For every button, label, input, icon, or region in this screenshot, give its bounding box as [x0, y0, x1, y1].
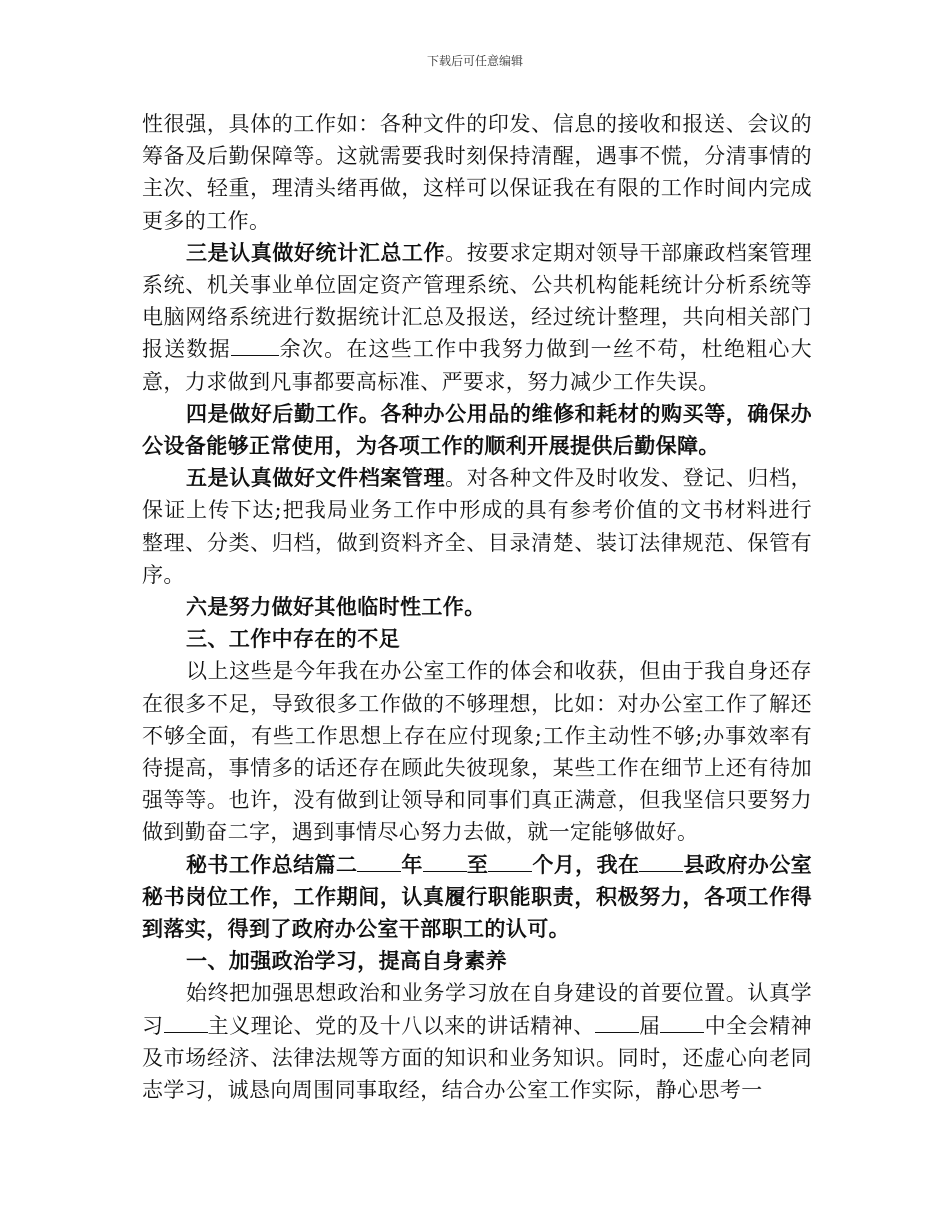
- section-heading-political-study: 一、加强政治学习，提高自身素养: [186, 948, 507, 974]
- paragraph-other-work: 六是努力做好其他临时性工作。: [186, 594, 486, 620]
- fill-in-blank: [423, 853, 467, 872]
- paragraph-text: 年: [401, 851, 423, 877]
- fill-in-blank: [357, 853, 401, 872]
- paragraph-shortcomings: 以上这些是今年我在办公室工作的体会和收获，但由于我自身还存在很多不足，导致很多工作做的不够理想，比如：对办公室工作了解还不够全面，有些工作思想上存在应付现象;工作主动性不够;办事效率有待提高，事情多的话还存在顾此失彼现象，某些工作在细节上还有待加强等等。也许，没有做到让领导和同事们真正满意，但我坚信只要努力做到勤奋二字，遇到事情尽心努力去做，就一定能够做好。: [142, 659, 812, 845]
- paragraph-text: 秘书工作总结篇二: [186, 851, 358, 877]
- fill-in-blank: [660, 1014, 704, 1033]
- paragraph-text: 中全会精神及市场经济、法律法规等方面的知识和业务知识。同时，还虚心向老同志学习，诚恳向周围同事取经，结合办公室工作实际，静心思考一: [142, 1013, 813, 1103]
- fill-in-blank: [488, 853, 532, 872]
- paragraph-text: 余次。在这些工作中我努力做到一丝不苟，杜绝粗心大意，力求做到凡事都要高标准、严要求，努力减少工作失误。: [142, 337, 812, 394]
- paragraph-lead-statistics: 三是认真做好统计汇总工作: [186, 239, 446, 265]
- paragraph-summary-part-two: [142, 849, 812, 946]
- paragraph-text: 届: [638, 1013, 661, 1038]
- paragraph-text: 个月，我在: [532, 851, 640, 877]
- paragraph-text: 至: [466, 851, 489, 877]
- fill-in-blank: [595, 1014, 639, 1033]
- fill-in-blank: [164, 1014, 208, 1033]
- paragraph-lead-archive: 五是认真做好文件档案管理: [186, 465, 446, 491]
- fill-in-blank: [231, 337, 279, 356]
- paragraph-text: 县政府办公室秘书岗位工作，工作期间，认真履行职能职责，积极努力，各项工作得到落实，得到了政府办公室干部职工的认可。: [142, 851, 813, 942]
- paragraph-logistics-work: 四是做好后勤工作。各种办公用品的维修和耗材的购买等，确保办公设备能够正常使用，为各项工作的顺利开展提供后勤保障。: [142, 400, 812, 459]
- fill-in-blank: [639, 853, 683, 872]
- paragraph-statistics-work: [142, 237, 812, 398]
- paragraph-text: 。对各种文件及时收发、登记、归档，保证上传下达;把我局业务工作中形成的具有参考价值的文书材料进行整理、分类、归档，做到资料齐全、目录清楚、装订法律规范、保管有序。: [142, 466, 812, 587]
- paragraph-work-continuation: 性很强，具体的工作如：各种文件的印发、信息的接收和报送、会议的筹备及后勤保障等。这就需要我时刻保持清醒，遇事不慌，分清事情的主次、轻重，理清头绪再做，这样可以保证我在有限的工作时间内完成更多的工作。: [142, 112, 812, 233]
- paragraph-archive-management: [142, 462, 812, 591]
- document-body: [142, 108, 812, 1106]
- paragraph-text: 始终把加强思想政治和业务学习放在自身建设的首要位置。认真学习: [142, 981, 812, 1038]
- section-heading-shortcomings: 三、工作中存在的不足: [186, 626, 400, 652]
- page-header: 下载后可任意编辑: [426, 54, 523, 68]
- paragraph-text: 主义理论、党的及十八以来的讲话精神、: [207, 1013, 595, 1038]
- paragraph-political-study: [142, 977, 812, 1106]
- paragraph-text: 。按要求定期对领导干部廉政档案管理系统、机关事业单位固定资产管理系统、公共机构能耗统计分析系统等电脑网络系统进行数据统计汇总及报送，经过统计整理，共向相关部门报送数据: [142, 240, 812, 362]
